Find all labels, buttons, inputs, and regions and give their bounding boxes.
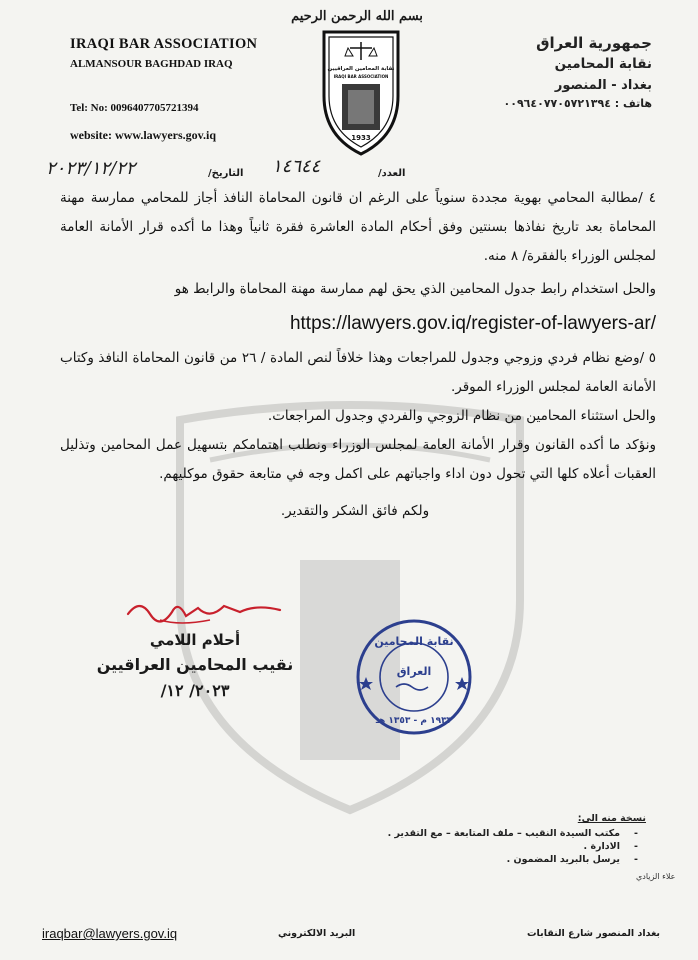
copies-item: - مكتب السيدة النقيب – ملف المتابعة – مع التقدير . (316, 827, 646, 840)
footer-email-label: البريد الالكتروني (278, 928, 356, 939)
footer-email-link[interactable]: iraqbar@lawyers.gov.iq (42, 926, 178, 941)
closing-line: ولكم فائق الشكر والتقدير. (280, 503, 430, 519)
copies-item: - يرسل بالبريد المضمون . (316, 853, 646, 866)
paragraph-item-5: ٥ /وضع نظام فردي وزوجي وجدول للمراجعات وهذا خلافاً لنص المادة / ٢٦ من قانون المحاماة النافذ وكتاب الأمانة العامة لمجلس الوزراء الموقر. (60, 350, 656, 395)
stamp-org-text: نقابة المحامين (374, 635, 454, 648)
typist-initials: علاء الزيادي (636, 872, 676, 881)
stamp-country-text: العراق (396, 665, 432, 678)
org-website-english: website: www.lawyers.gov.iq (70, 128, 216, 142)
copies-list (316, 812, 646, 866)
bar-association-logo-icon (318, 26, 404, 158)
signer-name: أحلام اللامي (149, 631, 241, 649)
letter-footer (30, 926, 660, 944)
signer-block (90, 628, 300, 704)
basmala-heading: بسم الله الرحمن الرحيم (291, 9, 423, 24)
org-name-arabic: نقابة المحامين (554, 56, 652, 72)
org-phone-english: Tel: No: 0096407705721394 (70, 102, 199, 114)
country-name-arabic: جمهورية العراق (536, 34, 652, 52)
reference-number-value: ١٤٦٤٤ (272, 156, 321, 177)
official-stamp-icon (352, 615, 476, 739)
logo-year: 1933 (351, 134, 371, 142)
copies-heading: نسخة منه الى: (577, 813, 646, 824)
date-label: التاريخ/ (208, 168, 244, 179)
org-name-english: IRAQI BAR ASSOCIATION (70, 36, 258, 52)
paragraph-item-4: ٤ /مطالبة المحامي بهوية مجددة سنوياً على الرغم ان قانون المحاماة النافذ أجاز للمحامي ممارسة مهنة المحاماة بعد تاريخ نفاذها بسنتين وفق أحكام المادة العاشرة فقرة ثانياً وهذا ما أكده قرار الأمانة العامة لمجلس الوزراء بالفقرة/ ٨ منه. (60, 190, 656, 264)
paragraph-conclusion: ونؤكد ما أكده القانون وقرار الأمانة العامة لمجلس الوزراء ونطلب اهتمامكم بتسهيل عمل المحامين وتذليل العقبات أعلاه كلها التي تحول دون اداء واجباتهم على اكمل وجه في متابعة حقوق موكليهم. (60, 437, 656, 482)
footer-address: بغداد المنصور شارع النقابات (527, 928, 660, 939)
register-of-lawyers-link[interactable]: https://lawyers.gov.iq/register-of-lawyers-ar/ (289, 313, 656, 334)
logo-arabic-text: نقابة المحامين العراقيين (327, 66, 395, 72)
paragraph-solution-5: والحل استثناء المحامين من نظام الزوجي والفردي وجدول المراجعات. (267, 408, 656, 424)
signer-title: نقيب المحامين العراقيين (96, 655, 294, 674)
org-location-english: ALMANSOUR BAGHDAD IRAQ (70, 58, 233, 70)
org-location-arabic: بغداد - المنصور (554, 78, 652, 93)
stamp-years-text: ١٩٣٣ م - ١٣٥٣ هـ (375, 716, 453, 726)
letter-body (60, 184, 656, 526)
logo-english-text: IRAQI BAR ASSOCIATION (333, 74, 389, 79)
org-phone-arabic: هاتف : ٠٠٩٦٤٠٧٧٠٥٧٢١٣٩٤ (503, 97, 652, 110)
signature-date: ٢٠٢٣/ ١٢/ (160, 681, 230, 700)
reference-number-label: العدد/ (378, 168, 406, 179)
handwritten-signature-icon (120, 590, 290, 630)
date-value: ٢٠٢٣/١٢/٢٢ (46, 158, 136, 179)
paragraph-solution-4: والحل استخدام رابط جدول المحامين الذي يحق لهم ممارسة مهنة المحاماة والرابط هو (174, 281, 656, 297)
copies-item: - الادارة . (316, 840, 646, 853)
